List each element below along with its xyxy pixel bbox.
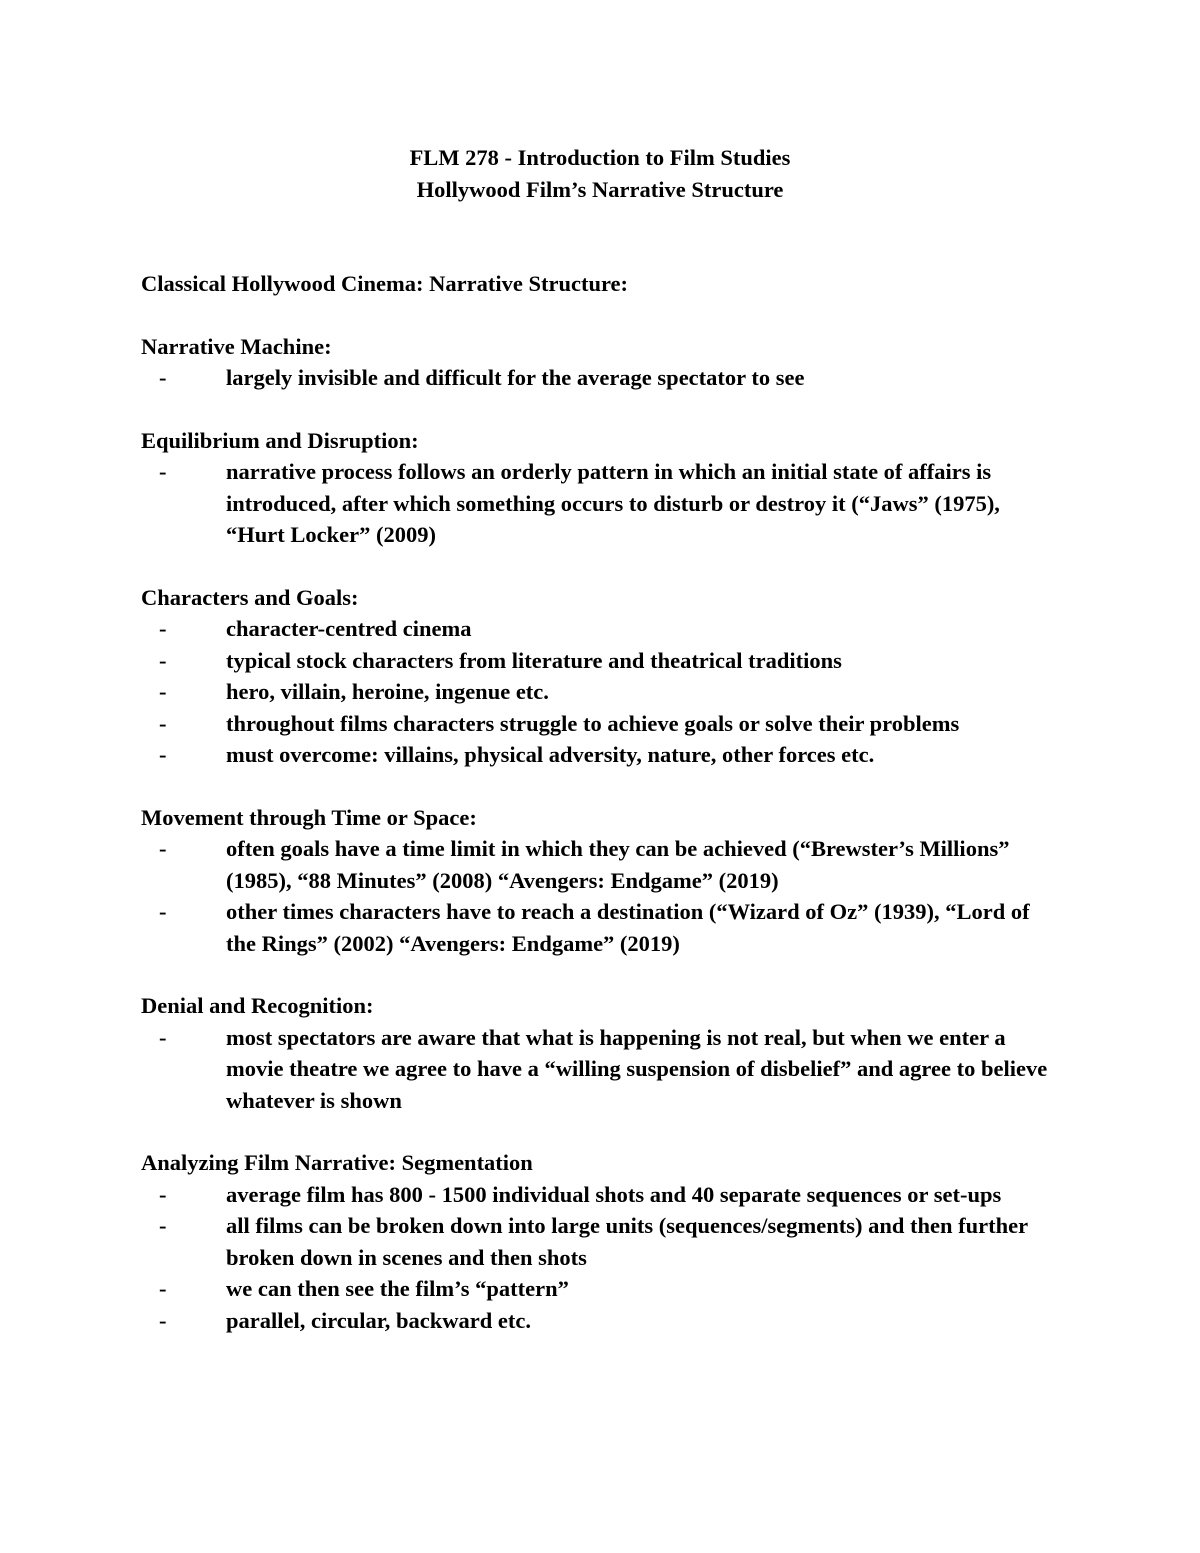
bullet-dash: - [159, 710, 167, 736]
bullet-text: largely invisible and difficult for the average spectator to see [226, 365, 805, 390]
bullet-list [141, 1179, 1061, 1337]
bullet-text: throughout films characters struggle to achieve goals or solve their problems [226, 710, 960, 736]
section-heading: Narrative Machine: [141, 333, 332, 359]
section-segmentation [141, 1147, 1061, 1336]
course-title: FLM 278 - Introduction to Film Studies [409, 145, 791, 170]
section-heading: Analyzing Film Narrative: Segmentation [141, 1150, 533, 1175]
bullet-text: all films can be broken down into large units (sequences/segments) and then further broken down in scenes and then shots [226, 1213, 1028, 1270]
bullet-list [141, 833, 1061, 959]
bullet-list [141, 1022, 1061, 1117]
section-heading: Denial and Recognition: [141, 993, 374, 1018]
list-item [155, 896, 1061, 959]
document-title [141, 142, 1059, 205]
list-item [155, 645, 1061, 677]
bullet-text: typical stock characters from literature and theatrical traditions [226, 647, 842, 673]
bullet-text: parallel, circular, backward etc. [226, 1307, 531, 1333]
bullet-dash: - [159, 1213, 167, 1238]
bullet-text: narrative process follows an orderly pattern in which an initial state of affairs is introduced, after which something occurs to disturb or destroy it (“Jaws” (1975), “Hurt Locker” (2009) [226, 459, 1000, 547]
list-item [155, 1022, 1061, 1117]
list-item [155, 1273, 1061, 1305]
lecture-title: Hollywood Film’s Narrative Structure [416, 176, 784, 202]
bullet-text: most spectators are aware that what is happening is not real, but when we enter a movie theatre we agree to have a “willing suspension of disbelief” and agree to believe whatever is shown [226, 1024, 1048, 1113]
bullet-text: hero, villain, heroine, ingenue etc. [226, 679, 549, 704]
intro-heading [141, 268, 1061, 300]
bullet-dash: - [159, 459, 167, 484]
list-item [155, 676, 1061, 708]
bullet-text: average film has 800 - 1500 individual shots and 40 separate sequences or set-ups [226, 1181, 1002, 1207]
bullet-text: we can then see the film’s “pattern” [226, 1276, 569, 1301]
list-item [155, 362, 1061, 394]
bullet-text: often goals have a time limit in which they can be achieved (“Brewster’s Millions” (1985), “88 Minutes” (2008) “Avengers: Endgame” (2019) [226, 836, 1010, 893]
bullet-dash: - [159, 365, 167, 390]
section-characters-goals [141, 582, 1061, 771]
bullet-dash: - [159, 616, 167, 641]
list-item [155, 1305, 1061, 1337]
bullet-dash: - [159, 1024, 167, 1050]
document-content [141, 142, 1061, 1336]
list-item [155, 833, 1061, 896]
bullet-dash: - [159, 1181, 167, 1207]
list-item [155, 613, 1061, 645]
bullet-text: character-centred cinema [226, 616, 472, 641]
bullet-list [141, 362, 1061, 394]
bullet-dash: - [159, 1276, 167, 1301]
bullet-text: other times characters have to reach a destination (“Wizard of Oz” (1939), “Lord of the Rings” (2002) “Avengers: Endgame” (2019) [226, 899, 1030, 956]
bullet-list [141, 456, 1061, 551]
section-heading: Characters and Goals: [141, 584, 359, 610]
list-item [155, 456, 1061, 551]
bullet-dash: - [159, 1307, 167, 1333]
bullet-dash: - [159, 742, 167, 767]
bullet-dash: - [159, 679, 167, 704]
section-heading: Equilibrium and Disruption: [141, 427, 419, 453]
list-item [155, 739, 1061, 771]
list-item [155, 1179, 1061, 1211]
bullet-text: must overcome: villains, physical adversity, nature, other forces etc. [226, 742, 875, 767]
bullet-dash: - [159, 647, 167, 673]
bullet-dash: - [159, 899, 167, 924]
section-denial-recognition [141, 990, 1061, 1116]
section-narrative-machine [141, 331, 1061, 394]
list-item [155, 708, 1061, 740]
bullet-dash: - [159, 836, 167, 861]
section-movement-time-space [141, 802, 1061, 960]
section-equilibrium-disruption [141, 425, 1061, 551]
list-item [155, 1210, 1061, 1273]
bullet-list [141, 613, 1061, 771]
section-heading: Movement through Time or Space: [141, 804, 477, 830]
intro-heading-text: Classical Hollywood Cinema: Narrative Structure: [141, 271, 629, 296]
